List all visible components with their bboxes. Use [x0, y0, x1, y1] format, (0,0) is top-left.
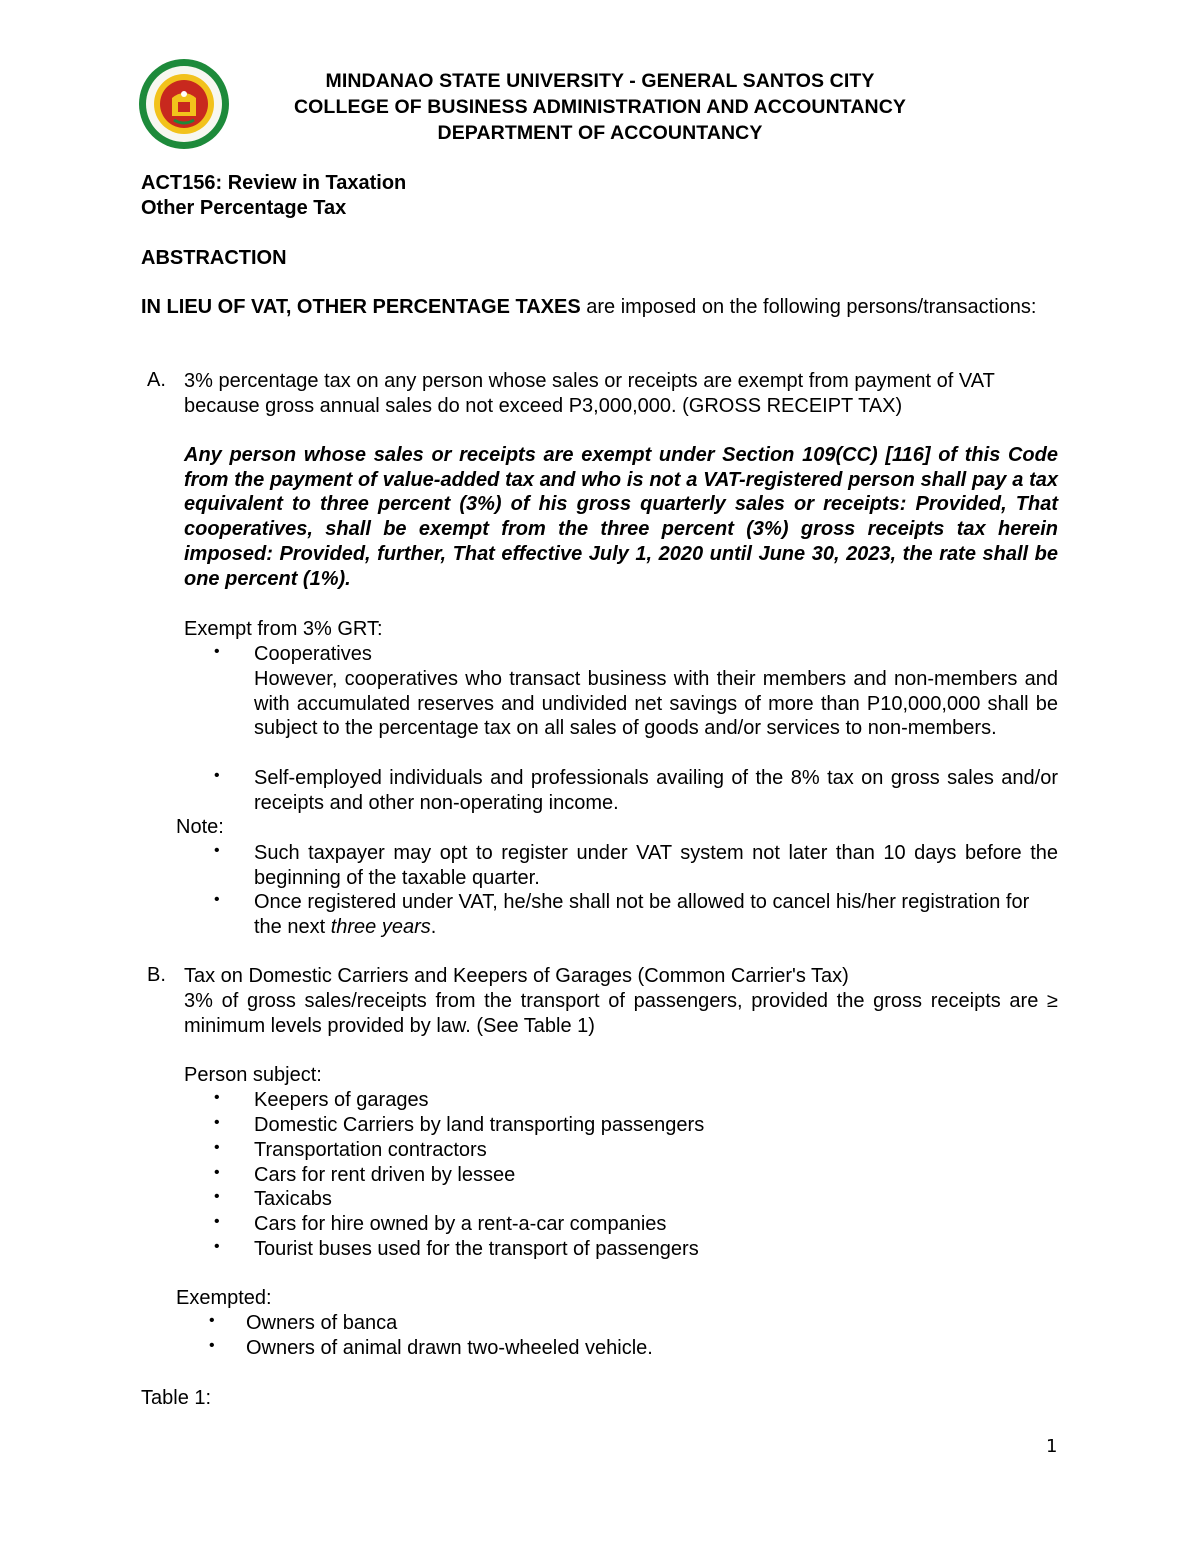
table-label: Table 1: — [141, 1387, 212, 1409]
subject-item: Domestic Carriers by land transporting passengers — [254, 1114, 705, 1136]
subject-item: Taxicabs — [254, 1188, 332, 1210]
note-item-cancel-end: . — [430, 915, 437, 938]
section-b-text: 3% of gross sales/receipts from the transport of passengers, provided the gross receipts are ≥ minimum levels provided by law. (See Table 1) — [184, 990, 1058, 1037]
bullet-icon: • — [214, 842, 220, 859]
exempted-item: Owners of banca — [246, 1312, 398, 1334]
bullet-icon: • — [214, 1089, 220, 1106]
section-a-quote: Any person whose sales or receipts are exempt under Section 109(CC) [116] of this Code from the payment of value-added tax and who is not a VAT-registered person shall pay a tax equivalent to three percent (3%) of his gross quarterly sales or receipts: Provided, That cooperatives, shall be exempt from the three percent (3%) gross receipts tax herein imposed: Provided, further, That effective July 1, 2020 until June 30, 2023, the rate shall be one percent (1%). — [184, 444, 1058, 590]
subject-item: Cars for hire owned by a rent-a-car companies — [254, 1213, 667, 1235]
intro-paragraph — [141, 295, 1058, 320]
note-item-cancel-text: Once registered under VAT, he/she shall not be allowed to cancel his/her registration for the next — [254, 891, 1030, 938]
bullet-icon: • — [209, 1312, 215, 1329]
exempted-label: Exempted: — [176, 1287, 272, 1309]
exempt-label: Exempt from 3% GRT: — [184, 618, 383, 640]
section-a-marker: A. — [147, 369, 166, 391]
exempt-item-cooperatives: Cooperatives — [254, 643, 372, 665]
section-b-title: Tax on Domestic Carriers and Keepers of Garages (Common Carrier's Tax) — [184, 965, 849, 987]
university-name: MINDANAO STATE UNIVERSITY - GENERAL SANTOS CITY — [325, 70, 875, 92]
section-a-text: 3% percentage tax on any person whose sales or receipts are exempt from payment of VAT because gross annual sales do not exceed P3,000,000. (GROSS RECEIPT TAX) — [184, 370, 995, 417]
subject-item: Cars for rent driven by lessee — [254, 1164, 516, 1186]
section-b-marker: B. — [147, 964, 166, 986]
bullet-icon: • — [214, 1238, 220, 1255]
bullet-icon: • — [209, 1337, 215, 1354]
topic-title: Other Percentage Tax — [141, 197, 347, 219]
intro-bold: IN LIEU OF VAT, OTHER PERCENTAGE TAXES — [141, 296, 581, 318]
note-label: Note: — [176, 816, 224, 838]
note-item-vat-register: Such taxpayer may opt to register under VAT system not later than 10 days before the beginning of the taxable quarter. — [254, 842, 1058, 889]
intro-rest: are imposed on the following persons/transactions: — [580, 296, 1037, 318]
exempted-item: Owners of animal drawn two-wheeled vehicle. — [246, 1337, 653, 1359]
bullet-icon: • — [214, 1114, 220, 1131]
subject-item: Keepers of garages — [254, 1089, 429, 1111]
bullet-icon: • — [214, 1139, 220, 1156]
exempt-item-cooperatives-detail: However, cooperatives who transact business with their members and non-members and with accumulated reserves and undivided net savings of more than P10,000,000 shall be subject to the percentage tax on all sales of goods and/or services to non-members. — [254, 668, 1058, 740]
course-title: ACT156: Review in Taxation — [141, 172, 407, 194]
bullet-icon: • — [214, 767, 220, 784]
bullet-icon: • — [214, 1213, 220, 1230]
subject-item: Transportation contractors — [254, 1139, 487, 1161]
note-item-cancel — [254, 890, 1058, 939]
bullet-icon: • — [214, 643, 220, 660]
document-header — [230, 68, 970, 146]
bullet-icon: • — [214, 1188, 220, 1205]
abstraction-heading: ABSTRACTION — [141, 247, 287, 269]
bullet-icon: • — [214, 1164, 220, 1181]
subject-item: Tourist buses used for the transport of passengers — [254, 1238, 699, 1260]
person-subject-label: Person subject: — [184, 1064, 322, 1086]
page-number: 1 — [1046, 1436, 1058, 1457]
university-seal-logo — [138, 58, 230, 150]
college-name: COLLEGE OF BUSINESS ADMINISTRATION AND ACCOUNTANCY — [293, 96, 907, 118]
bullet-icon: • — [214, 891, 220, 908]
exempt-item-self-employed: Self-employed individuals and professionals availing of the 8% tax on gross sales and/or receipts and other non-operating income. — [254, 767, 1058, 814]
department-name: DEPARTMENT OF ACCOUNTANCY — [437, 122, 763, 144]
note-item-cancel-italic: three years — [330, 915, 431, 938]
